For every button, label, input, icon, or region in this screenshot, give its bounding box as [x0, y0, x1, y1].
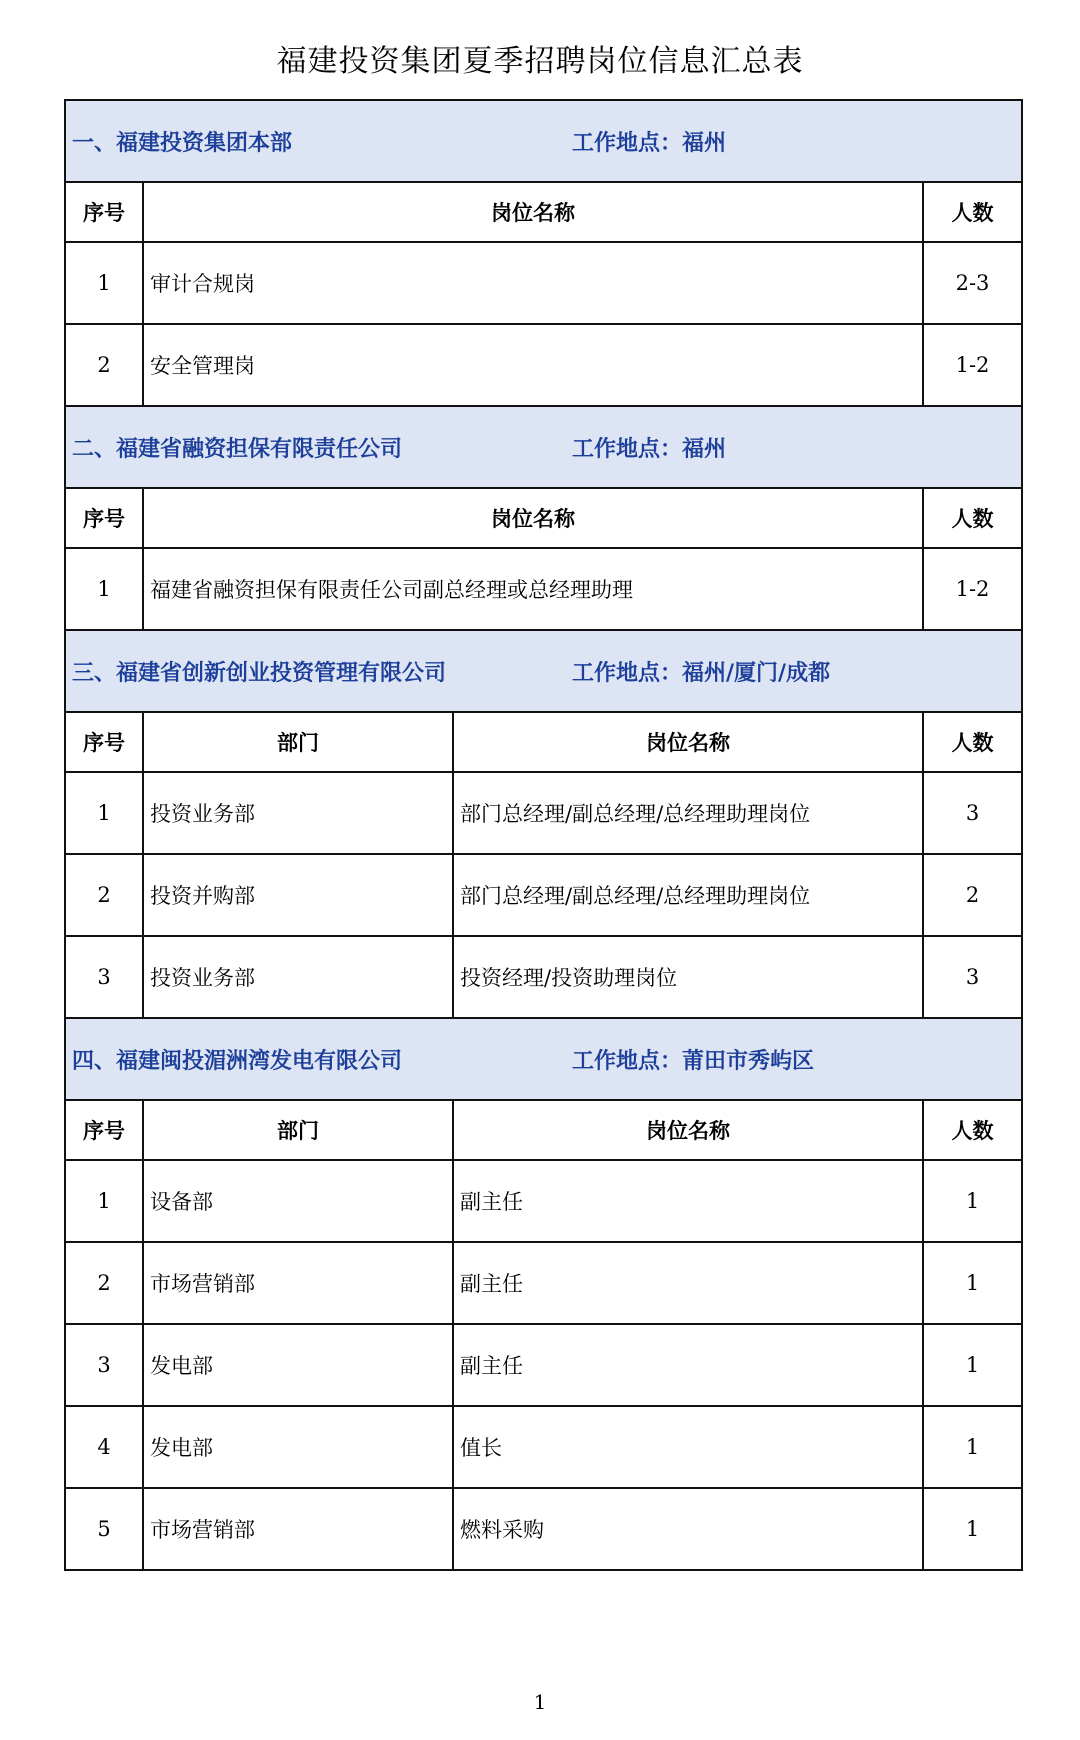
col-count-header: 人数 — [923, 488, 1022, 548]
count-cell: 1 — [923, 1324, 1022, 1406]
section-header-cell — [65, 100, 1022, 182]
count-cell: 1 — [923, 1406, 1022, 1488]
table-row — [65, 1406, 1022, 1488]
position-cell: 燃料采购 — [453, 1488, 923, 1570]
col-position-header: 岗位名称 — [143, 488, 923, 548]
column-header-row — [65, 712, 1022, 772]
col-seq-header: 序号 — [65, 488, 143, 548]
dept-cell: 市场营销部 — [143, 1242, 453, 1324]
seq-cell: 2 — [65, 854, 143, 936]
section-header — [65, 630, 1022, 712]
location-value: 福州/厦门/成都 — [682, 660, 831, 686]
section-name: 四、福建闽投湄洲湾发电有限公司 — [72, 1048, 403, 1074]
count-cell: 1-2 — [923, 548, 1022, 630]
section-name: 三、福建省创新创业投资管理有限公司 — [72, 660, 447, 686]
table-row — [65, 772, 1022, 854]
table-row — [65, 854, 1022, 936]
position-cell: 部门总经理/副总经理/总经理助理岗位 — [453, 854, 923, 936]
table-row — [65, 242, 1022, 324]
col-seq-header: 序号 — [65, 182, 143, 242]
seq-cell: 2 — [65, 324, 143, 406]
seq-cell: 4 — [65, 1406, 143, 1488]
position-cell: 审计合规岗 — [143, 242, 923, 324]
location-label: 工作地点： — [572, 130, 683, 156]
table-row — [65, 1160, 1022, 1242]
position-cell: 投资经理/投资助理岗位 — [453, 936, 923, 1018]
col-count-header: 人数 — [923, 1100, 1022, 1160]
seq-cell: 1 — [65, 242, 143, 324]
dept-cell: 投资并购部 — [143, 854, 453, 936]
count-cell: 2-3 — [923, 242, 1022, 324]
count-cell: 3 — [923, 772, 1022, 854]
count-cell: 1-2 — [923, 324, 1022, 406]
dept-cell: 设备部 — [143, 1160, 453, 1242]
document-title: 福建投资集团夏季招聘岗位信息汇总表 — [276, 44, 804, 79]
section-header — [65, 100, 1022, 182]
seq-cell: 1 — [65, 772, 143, 854]
section-header-cell — [65, 630, 1022, 712]
dept-cell: 投资业务部 — [143, 772, 453, 854]
section-name: 二、福建省融资担保有限责任公司 — [72, 436, 403, 462]
seq-cell: 1 — [65, 1160, 143, 1242]
section-header-cell — [65, 1018, 1022, 1100]
count-cell: 1 — [923, 1242, 1022, 1324]
col-count-header: 人数 — [923, 182, 1022, 242]
count-cell: 1 — [923, 1488, 1022, 1570]
seq-cell: 3 — [65, 936, 143, 1018]
count-cell: 1 — [923, 1160, 1022, 1242]
section-header — [65, 1018, 1022, 1100]
table-row — [65, 324, 1022, 406]
col-seq-header: 序号 — [65, 712, 143, 772]
section-header — [65, 406, 1022, 488]
column-header-row — [65, 182, 1022, 242]
location-value: 福州 — [682, 130, 727, 156]
seq-cell: 5 — [65, 1488, 143, 1570]
position-cell: 福建省融资担保有限责任公司副总经理或总经理助理 — [143, 548, 923, 630]
recruitment-table — [64, 99, 1023, 1571]
position-cell: 副主任 — [453, 1242, 923, 1324]
section-header-cell — [65, 406, 1022, 488]
col-dept-header: 部门 — [143, 712, 453, 772]
column-header-row — [65, 488, 1022, 548]
dept-cell: 发电部 — [143, 1406, 453, 1488]
page-number: 1 — [533, 1690, 547, 1714]
location-label: 工作地点： — [572, 1048, 683, 1074]
location-value: 福州 — [682, 436, 727, 462]
section-name: 一、福建投资集团本部 — [72, 130, 293, 156]
position-cell: 部门总经理/副总经理/总经理助理岗位 — [453, 772, 923, 854]
seq-cell: 1 — [65, 548, 143, 630]
position-cell: 值长 — [453, 1406, 923, 1488]
col-seq-header: 序号 — [65, 1100, 143, 1160]
location-label: 工作地点： — [572, 436, 683, 462]
col-dept-header: 部门 — [143, 1100, 453, 1160]
dept-cell: 发电部 — [143, 1324, 453, 1406]
table-row — [65, 1242, 1022, 1324]
col-count-header: 人数 — [923, 712, 1022, 772]
table-row — [65, 1488, 1022, 1570]
position-cell: 副主任 — [453, 1160, 923, 1242]
col-position-header: 岗位名称 — [143, 182, 923, 242]
position-cell: 安全管理岗 — [143, 324, 923, 406]
column-header-row — [65, 1100, 1022, 1160]
location-value: 莆田市秀屿区 — [682, 1048, 815, 1074]
position-cell: 副主任 — [453, 1324, 923, 1406]
count-cell: 3 — [923, 936, 1022, 1018]
table-row — [65, 548, 1022, 630]
dept-cell: 市场营销部 — [143, 1488, 453, 1570]
seq-cell: 3 — [65, 1324, 143, 1406]
col-position-header: 岗位名称 — [453, 1100, 923, 1160]
col-position-header: 岗位名称 — [453, 712, 923, 772]
location-label: 工作地点： — [572, 660, 683, 686]
table-row — [65, 936, 1022, 1018]
dept-cell: 投资业务部 — [143, 936, 453, 1018]
table-row — [65, 1324, 1022, 1406]
count-cell: 2 — [923, 854, 1022, 936]
seq-cell: 2 — [65, 1242, 143, 1324]
